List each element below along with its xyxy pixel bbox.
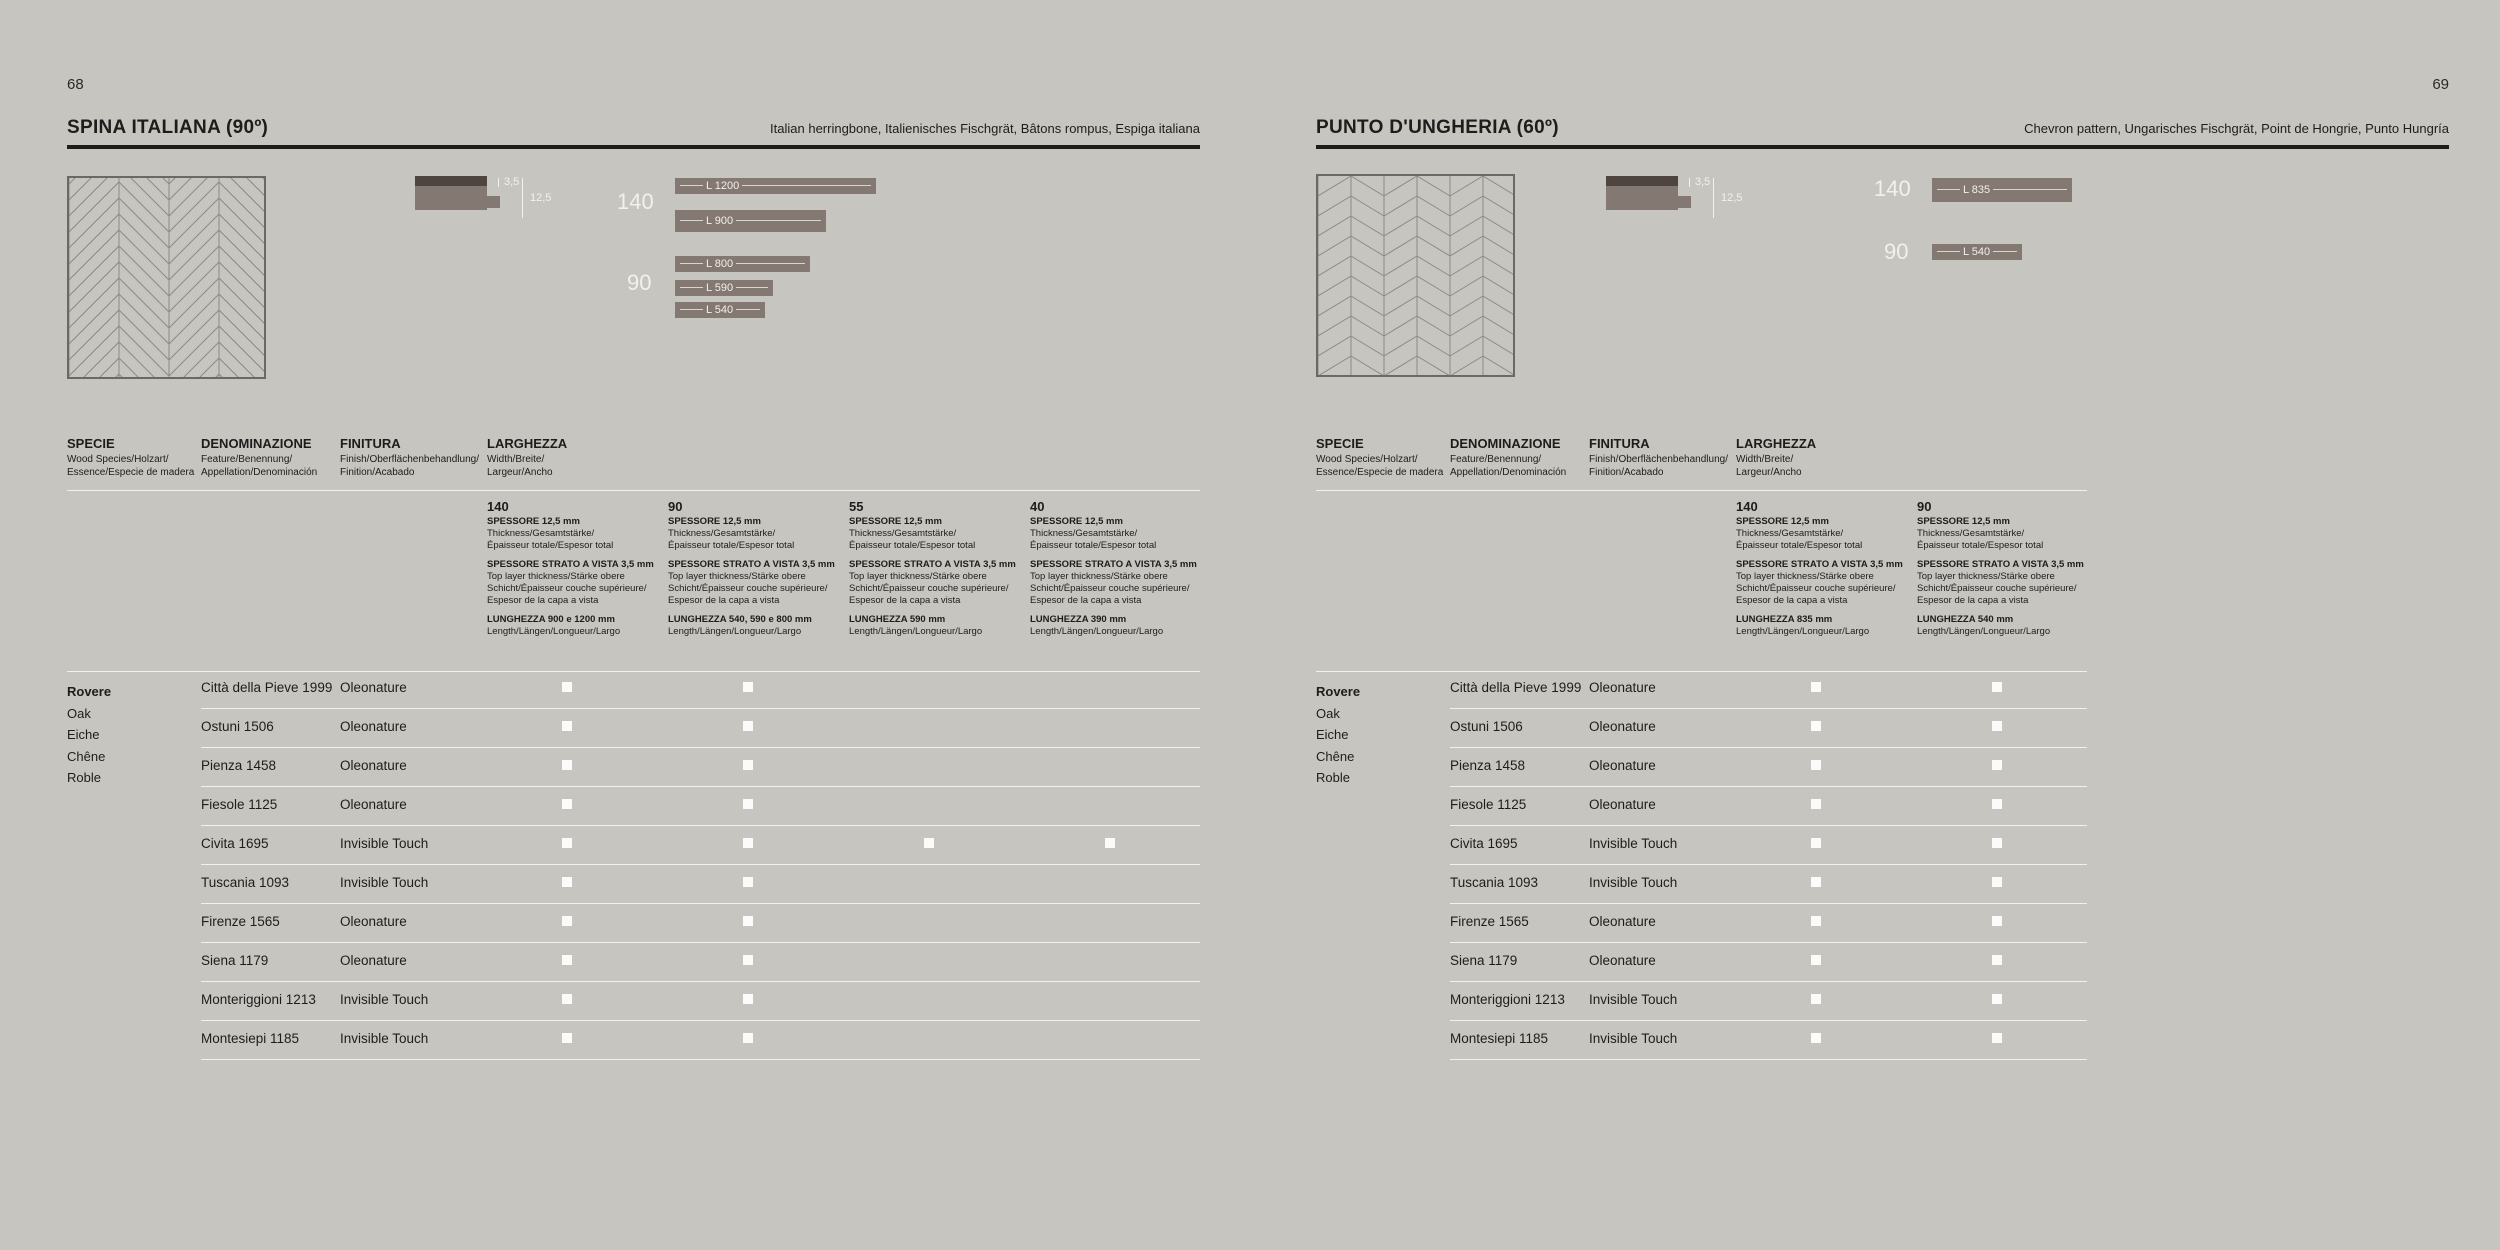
spec-width: 140 (1736, 499, 1758, 514)
product-name: Montesiepi 1185 (1450, 1031, 1549, 1046)
availability-check (743, 916, 753, 926)
row-divider (201, 864, 1200, 865)
plank-length: L 835 (1932, 178, 2072, 202)
availability-check (1992, 916, 2002, 926)
availability-check (1992, 955, 2002, 965)
product-finish: Oleonature (1589, 914, 1656, 929)
plank-length: L 800 (675, 256, 810, 272)
product-name: Fiesole 1125 (1450, 797, 1527, 812)
page-title: SPINA ITALIANA (90º) (67, 117, 269, 138)
page-subtitle: Chevron pattern, Ungarisches Fischgrät, Point de Hongrie, Punto Hungría (2024, 121, 2449, 136)
product-finish: Oleonature (340, 719, 407, 734)
header-divider (1316, 490, 2087, 491)
species-list: Rovere Oak Eiche Chêne Roble (67, 681, 111, 789)
product-name: Monteriggioni 1213 (201, 992, 316, 1007)
table-row (1316, 680, 2087, 719)
availability-check (1992, 760, 2002, 770)
page-number: 68 (67, 76, 84, 93)
header-specie: SPECIE Wood Species/Holzart/ Essence/Especie de madera (1316, 436, 1444, 478)
availability-check (1992, 994, 2002, 1004)
product-name: Montesiepi 1185 (201, 1031, 300, 1046)
page-number: 69 (2432, 76, 2449, 93)
table-row (67, 1031, 1200, 1070)
row-divider (1450, 786, 2087, 787)
availability-check (1992, 721, 2002, 731)
table-row (67, 836, 1200, 875)
availability-check (562, 721, 572, 731)
table-row (1316, 875, 2087, 914)
product-name: Civita 1695 (1450, 836, 1518, 851)
table-row (67, 914, 1200, 953)
spec-column-55: 55 SPESSORE 12,5 mm Thickness/Gesamtstärke/ Épaisseur totale/Espesor total SPESSORE STRATO A VISTA 3,5 mm Top layer thickness/Stärke obere Schicht/Épaisseur couche supérieure/ Espesor de la capa a vista LUNGHEZZA 590 mm Length/Längen/Longueur/Largo (849, 499, 1034, 638)
profile-total-thickness: 12,5 (1721, 192, 1743, 204)
table-row (67, 953, 1200, 992)
availability-check (1992, 1033, 2002, 1043)
plank-length: L 590 (675, 280, 773, 296)
availability-check (1811, 955, 1821, 965)
row-divider (1450, 1059, 2087, 1060)
availability-check (562, 1033, 572, 1043)
table-row (1316, 719, 2087, 758)
availability-check (1811, 799, 1821, 809)
table-row (67, 797, 1200, 836)
availability-check (743, 955, 753, 965)
herringbone-pattern-illustration (67, 176, 266, 379)
profile-tongue (487, 196, 500, 208)
page-title: PUNTO D'UNGHERIA (60º) (1316, 117, 1559, 138)
spec-divider (67, 671, 1200, 672)
header-specie: SPECIE Wood Species/Holzart/ Essence/Especie de madera (67, 436, 195, 478)
availability-check (743, 838, 753, 848)
availability-check (562, 994, 572, 1004)
row-divider (201, 708, 1200, 709)
header-finitura: FINITURA Finish/Oberflächenbehandlung/ Finition/Acabado (1589, 436, 1728, 478)
availability-check (743, 1033, 753, 1043)
product-name: Siena 1179 (1450, 953, 1518, 968)
page-subtitle: Italian herringbone, Italienisches Fischgrät, Bâtons rompus, Espiga italiana (770, 121, 1200, 136)
product-finish: Oleonature (1589, 680, 1656, 695)
plank-length: L 900 (675, 210, 826, 232)
width-label: 140 (1874, 176, 1911, 201)
product-finish: Invisible Touch (340, 836, 429, 851)
species-primary: Rovere (67, 684, 112, 699)
spec-width: 90 (668, 499, 683, 514)
plank-length: L 540 (1932, 244, 2022, 260)
spec-width: 140 (487, 499, 509, 514)
product-name: Pienza 1458 (1450, 758, 1526, 773)
spec-column-140: 140 SPESSORE 12,5 mm Thickness/Gesamtstärke/ Épaisseur totale/Espesor total SPESSORE STRATO A VISTA 3,5 mm Top layer thickness/Stärke obere Schicht/Épaisseur couche supérieure/ Espesor de la capa a vista LUNGHEZZA 835 mm Length/Längen/Longueur/Largo (1736, 499, 1921, 638)
width-label: 140 (617, 189, 654, 214)
species-primary: Rovere (1316, 684, 1361, 699)
product-finish: Oleonature (1589, 758, 1656, 773)
availability-check (743, 721, 753, 731)
product-name: Città della Pieve 1999 (1450, 680, 1582, 695)
row-divider (1450, 747, 2087, 748)
availability-check (562, 838, 572, 848)
profile-total-thickness: 12,5 (530, 192, 552, 204)
table-row (1316, 797, 2087, 836)
availability-check (743, 760, 753, 770)
row-divider (201, 981, 1200, 982)
product-finish: Oleonature (340, 797, 407, 812)
spec-divider (1316, 671, 2087, 672)
availability-check (1811, 838, 1821, 848)
product-name: Città della Pieve 1999 (201, 680, 333, 695)
availability-check (1992, 877, 2002, 887)
spec-column-90: 90 SPESSORE 12,5 mm Thickness/Gesamtstärke/ Épaisseur totale/Espesor total SPESSORE STRATO A VISTA 3,5 mm Top layer thickness/Stärke obere Schicht/Épaisseur couche supérieure/ Espesor de la capa a vista LUNGHEZZA 540 mm Length/Längen/Longueur/Largo (1917, 499, 2102, 638)
availability-check (1811, 877, 1821, 887)
product-finish: Oleonature (1589, 953, 1656, 968)
header-larghezza: LARGHEZZA Width/Breite/ Largeur/Ancho (1736, 436, 1817, 478)
table-row (1316, 953, 2087, 992)
availability-check (562, 799, 572, 809)
availability-check (562, 682, 572, 692)
spec-column-140: 140 SPESSORE 12,5 mm Thickness/Gesamtstärke/ Épaisseur totale/Espesor total SPESSORE STRATO A VISTA 3,5 mm Top layer thickness/Stärke obere Schicht/Épaisseur couche supérieure/ Espesor de la capa a vista LUNGHEZZA 900 e 1200 mm Length/Längen/Longueur/Largo (487, 499, 672, 638)
product-finish: Invisible Touch (340, 1031, 429, 1046)
availability-check (1992, 799, 2002, 809)
product-finish: Invisible Touch (1589, 1031, 1678, 1046)
width-label: 90 (627, 270, 652, 295)
availability-check (743, 799, 753, 809)
availability-check (562, 760, 572, 770)
table-row (1316, 914, 2087, 953)
availability-check (562, 877, 572, 887)
availability-check (562, 955, 572, 965)
title-rule (1316, 145, 2449, 149)
product-finish: Invisible Touch (1589, 992, 1678, 1007)
spec-column-90: 90 SPESSORE 12,5 mm Thickness/Gesamtstärke/ Épaisseur totale/Espesor total SPESSORE STRATO A VISTA 3,5 mm Top layer thickness/Stärke obere Schicht/Épaisseur couche supérieure/ Espesor de la capa a vista LUNGHEZZA 540, 590 e 800 mm Length/Längen/Longueur/Largo (668, 499, 853, 638)
spec-width: 55 (849, 499, 864, 514)
table-row (67, 758, 1200, 797)
row-divider (201, 942, 1200, 943)
product-finish: Invisible Touch (340, 992, 429, 1007)
product-name: Siena 1179 (201, 953, 269, 968)
species-list: Rovere Oak Eiche Chêne Roble (1316, 681, 1360, 789)
product-finish: Oleonature (340, 953, 407, 968)
spec-column-40: 40 SPESSORE 12,5 mm Thickness/Gesamtstärke/ Épaisseur totale/Espesor total SPESSORE STRATO A VISTA 3,5 mm Top layer thickness/Stärke obere Schicht/Épaisseur couche supérieure/ Espesor de la capa a vista LUNGHEZZA 390 mm Length/Längen/Longueur/Largo (1030, 499, 1215, 638)
table-row (67, 875, 1200, 914)
title-rule (67, 145, 1200, 149)
row-divider (1450, 825, 2087, 826)
table-row (1316, 836, 2087, 875)
availability-check (562, 916, 572, 926)
availability-check (924, 838, 934, 848)
table-row (1316, 1031, 2087, 1070)
availability-check (1811, 760, 1821, 770)
left-page (67, 0, 1200, 1250)
product-name: Ostuni 1506 (201, 719, 274, 734)
row-divider (201, 903, 1200, 904)
availability-check (743, 994, 753, 1004)
plank-length: L 1200 (675, 178, 876, 194)
product-name: Firenze 1565 (1450, 914, 1529, 929)
row-divider (1450, 981, 2087, 982)
profile-body (415, 186, 487, 210)
product-name: Tuscania 1093 (1450, 875, 1539, 890)
product-finish: Oleonature (340, 914, 407, 929)
row-divider (1450, 903, 2087, 904)
product-finish: Oleonature (340, 758, 407, 773)
product-name: Fiesole 1125 (201, 797, 278, 812)
header-finitura: FINITURA Finish/Oberflächenbehandlung/ Finition/Acabado (340, 436, 479, 478)
right-page (1316, 0, 2449, 1250)
row-divider (201, 1020, 1200, 1021)
availability-check (1105, 838, 1115, 848)
header-denominazione: DENOMINAZIONE Feature/Benennung/ Appellation/Denominación (1450, 436, 1567, 478)
product-finish: Invisible Touch (1589, 875, 1678, 890)
product-finish: Oleonature (1589, 719, 1656, 734)
availability-check (743, 682, 753, 692)
availability-check (1811, 916, 1821, 926)
board-profile-illustration (1574, 176, 1774, 226)
header-divider (67, 490, 1200, 491)
table-row (1316, 758, 2087, 797)
product-finish: Oleonature (340, 680, 407, 695)
row-divider (201, 825, 1200, 826)
product-name: Monteriggioni 1213 (1450, 992, 1565, 1007)
table-row (67, 992, 1200, 1031)
availability-check (743, 877, 753, 887)
width-label: 90 (1884, 239, 1909, 264)
row-divider (201, 747, 1200, 748)
product-name: Tuscania 1093 (201, 875, 290, 890)
availability-check (1992, 838, 2002, 848)
availability-check (1811, 721, 1821, 731)
availability-check (1811, 994, 1821, 1004)
profile-top-thickness: 3,5 (504, 176, 520, 188)
chevron-pattern-illustration (1316, 174, 1515, 377)
table-row (1316, 992, 2087, 1031)
spec-width: 90 (1917, 499, 1932, 514)
header-larghezza: LARGHEZZA Width/Breite/ Largeur/Ancho (487, 436, 568, 478)
profile-top-layer (415, 176, 487, 186)
table-row (67, 680, 1200, 719)
table-row (67, 719, 1200, 758)
plank-length: L 540 (675, 302, 765, 318)
availability-check (1811, 682, 1821, 692)
product-name: Pienza 1458 (201, 758, 277, 773)
spec-width: 40 (1030, 499, 1045, 514)
row-divider (1450, 864, 2087, 865)
product-finish: Invisible Touch (340, 875, 429, 890)
product-finish: Oleonature (1589, 797, 1656, 812)
availability-check (1992, 682, 2002, 692)
profile-top-thickness: 3,5 (1695, 176, 1711, 188)
row-divider (1450, 1020, 2087, 1021)
board-profile-illustration (347, 176, 552, 226)
product-name: Civita 1695 (201, 836, 269, 851)
row-divider (1450, 708, 2087, 709)
row-divider (201, 786, 1200, 787)
header-denominazione: DENOMINAZIONE Feature/Benennung/ Appellation/Denominación (201, 436, 318, 478)
product-finish: Invisible Touch (1589, 836, 1678, 851)
product-name: Firenze 1565 (201, 914, 280, 929)
product-name: Ostuni 1506 (1450, 719, 1523, 734)
row-divider (1450, 942, 2087, 943)
row-divider (201, 1059, 1200, 1060)
availability-check (1811, 1033, 1821, 1043)
